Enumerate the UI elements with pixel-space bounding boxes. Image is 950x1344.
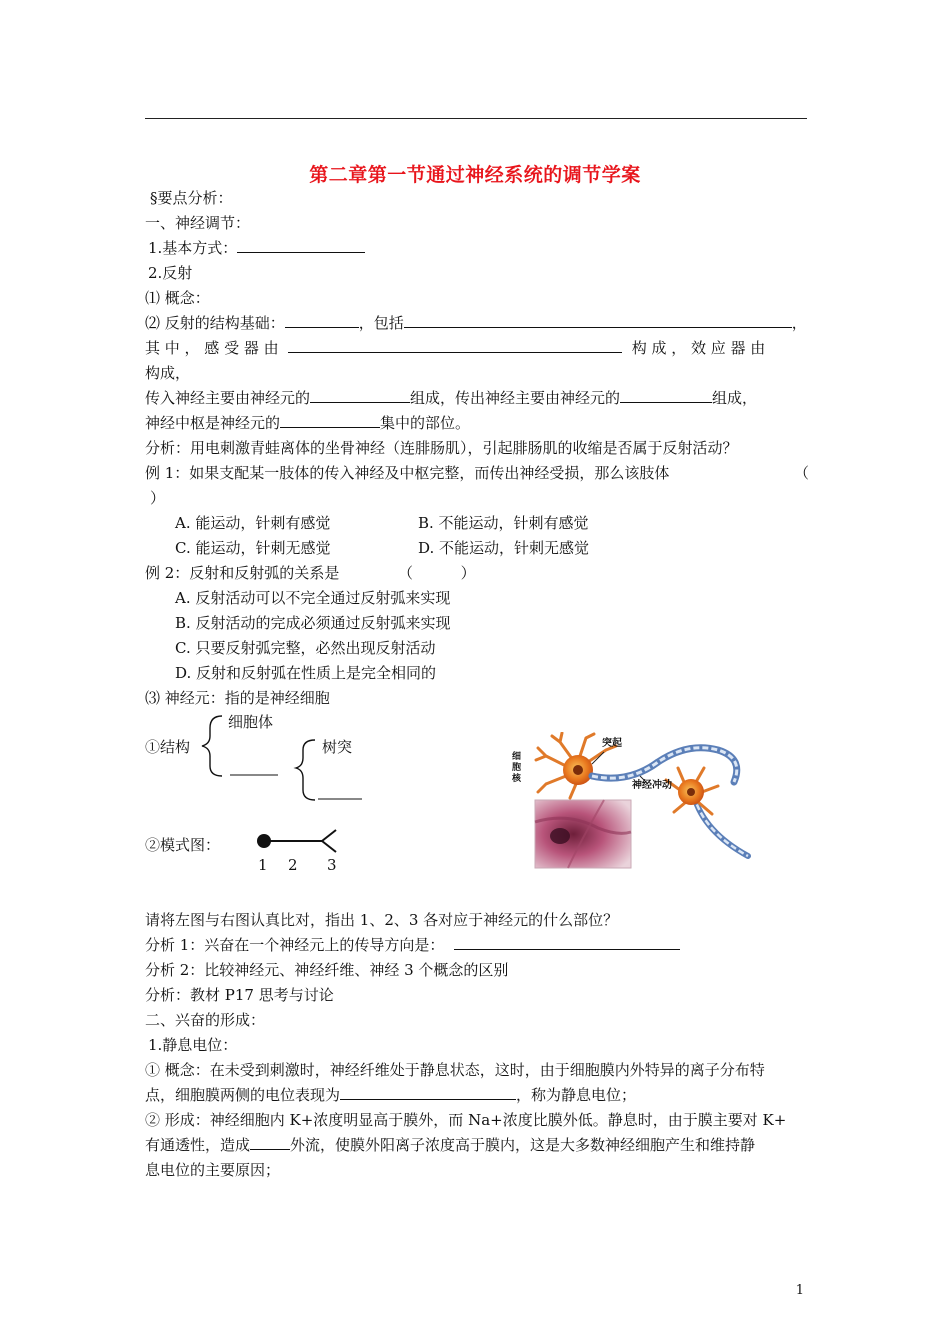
resting-formation-label: 有通透性，造成 <box>145 1136 251 1154</box>
model-label: ②模式图： <box>145 836 221 854</box>
resting-formation-line-1: ② 形成：神经细胞内 K+浓度明显高于膜外，而 Na+浓度比膜外低。静息时，由于膜主要对 K+ <box>145 1111 787 1129</box>
effector-label: 构 成 ， 效 应 器 由 <box>631 339 766 357</box>
receptor-line <box>145 338 765 358</box>
example-1-paren-right: ） <box>150 489 166 507</box>
afferent-blank[interactable] <box>310 388 410 403</box>
section-1-heading: 一、神经调节： <box>145 214 251 232</box>
nucleus-label: 细 胞 核 <box>512 752 522 784</box>
analysis-text: 分析：用电刺激青蛙离体的坐骨神经（连腓肠肌），引起腓肠肌的收缩是否属于反射活动？ <box>145 439 738 457</box>
example-1-option-c: C. 能运动，针刺无感觉 <box>175 539 331 557</box>
process-label: 突起 <box>602 738 622 749</box>
effector-end: 构成， <box>145 364 191 382</box>
center-end: 集中的部位。 <box>380 414 471 432</box>
model-terminal-upper <box>322 830 336 841</box>
page-number: 1 <box>795 1283 804 1298</box>
resting-concept-line-2 <box>145 1085 636 1105</box>
resting-formation-continue: 外流，使膜外阳离子浓度高于膜内，这是大多数神经细胞产生和维持静 <box>290 1136 756 1154</box>
analysis-1-label: 分析 1：兴奋在一个神经元上的传导方向是： <box>145 936 445 954</box>
key-points-heading: §要点分析： <box>150 189 233 207</box>
center-label: 神经中枢是神经元的 <box>145 414 281 432</box>
section-2-heading: 二、兴奋的形成： <box>145 1011 266 1029</box>
resting-formation-line-3: 息电位的主要原因； <box>145 1161 281 1179</box>
page-title: 第二章第一节通过神经系统的调节学案 <box>309 164 641 186</box>
example-1-option-d: D. 不能运动，针刺无感觉 <box>418 539 590 557</box>
resting-concept-end: ，称为静息电位； <box>516 1086 637 1104</box>
model-terminal-lower <box>322 841 336 852</box>
example-2-paren: （ ） <box>398 564 476 582</box>
basic-method-label: 1.基本方式： <box>148 239 238 257</box>
model-number-3: 3 <box>327 856 337 874</box>
analysis-2-text: 分析 2：比较神经元、神经纤维、神经 3 个概念的区别 <box>145 961 509 979</box>
example-2-option-d: D. 反射和反射弧在性质上是完全相同的 <box>175 664 437 682</box>
concept-label: ⑴ 概念： <box>145 289 210 307</box>
analysis-1-line <box>145 935 680 955</box>
receptor-label: 其 中 ， 感 受 器 由 <box>145 339 279 357</box>
basic-method-line <box>148 238 365 258</box>
example-2-option-b: B. 反射活动的完成必须通过反射弧来实现 <box>175 614 451 632</box>
efferent-label: 组成，传出神经主要由神经元的 <box>410 389 621 407</box>
structure-end: ， <box>791 314 807 332</box>
header-rule <box>145 118 807 119</box>
structure-basis-blank[interactable] <box>285 313 359 328</box>
example-2-stem: 例 2：反射和反射弧的关系是 <box>145 564 340 582</box>
resting-potential-blank[interactable] <box>340 1085 516 1100</box>
basic-method-blank[interactable] <box>237 238 365 253</box>
neuron-definition: ⑶ 神经元：指的是神经细胞 <box>145 689 330 707</box>
structure-includes-label: ，包括 <box>358 314 404 332</box>
model-number-1: 1 <box>258 856 268 874</box>
structure-includes-blank[interactable] <box>404 313 792 328</box>
neuron-model-diagram <box>250 824 350 858</box>
structure-basis-line <box>145 313 807 333</box>
structure-basis-label: ⑵ 反射的结构基础： <box>145 314 285 332</box>
afferent-line <box>145 388 757 408</box>
analysis-1-blank[interactable] <box>454 935 680 950</box>
structure-label: ①结构 <box>145 738 191 756</box>
resting-concept-line-1: ① 概念：在未受到刺激时，神经纤维处于静息状态，这时，由于细胞膜内外特异的离子分布特 <box>145 1061 765 1079</box>
cell-body-label: 细胞体 <box>228 713 274 731</box>
compare-instruction: 请将左图与右图认真比对，指出 1、2、3 各对应于神经元的什么部位？ <box>145 911 619 929</box>
resting-concept-label: 点，细胞膜两侧的电位表现为 <box>145 1086 341 1104</box>
impulse-label: 神经冲动 <box>632 780 672 791</box>
example-1-option-a: A. 能运动，针刺有感觉 <box>175 514 331 532</box>
efflux-blank[interactable] <box>250 1135 290 1150</box>
example-1-stem: 例 1：如果支配某一肢体的传入神经及中枢完整，而传出神经受损，那么该肢体 <box>145 464 670 482</box>
center-blank[interactable] <box>280 413 380 428</box>
afferent-label: 传入神经主要由神经元的 <box>145 389 311 407</box>
resting-potential-heading: 1.静息电位： <box>148 1036 238 1054</box>
efferent-blank[interactable] <box>620 388 712 403</box>
example-2-option-a: A. 反射活动可以不完全通过反射弧来实现 <box>175 589 451 607</box>
example-1-option-b: B. 不能运动，针刺有感觉 <box>418 514 589 532</box>
efferent-end: 组成， <box>712 389 758 407</box>
model-number-2: 2 <box>288 856 298 874</box>
neuron-illustration <box>508 732 758 872</box>
center-line <box>145 413 470 433</box>
receptor-blank[interactable] <box>288 338 622 353</box>
example-1-paren-left: （ <box>794 464 810 482</box>
reflex-heading: 2.反射 <box>148 264 193 282</box>
analysis-3-text: 分析：教材 P17 思考与讨论 <box>145 986 334 1004</box>
dendrite-label: 树突 <box>322 738 353 756</box>
resting-formation-line-2 <box>145 1135 755 1155</box>
example-2-option-c: C. 只要反射弧完整，必然出现反射活动 <box>175 639 436 657</box>
